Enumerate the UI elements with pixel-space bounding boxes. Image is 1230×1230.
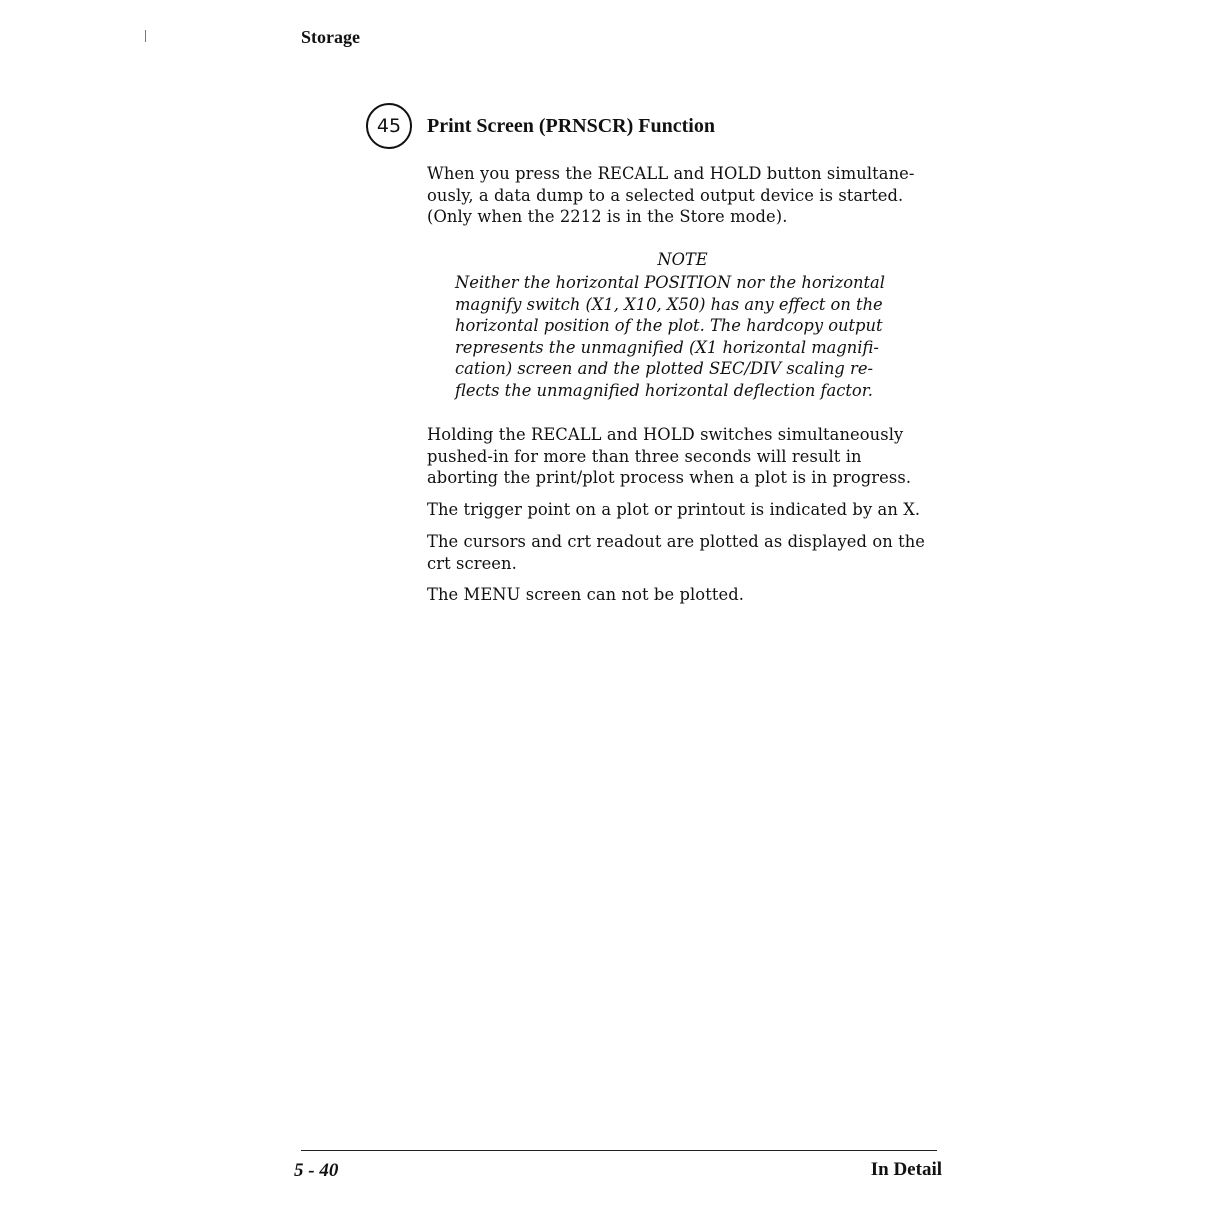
stray-mark <box>145 30 146 42</box>
page-number: 5 - 40 <box>294 1160 339 1181</box>
paragraph-cursors: The cursors and crt readout are plotted as displayed on the crt screen. <box>427 532 926 573</box>
footer-divider <box>301 1150 937 1151</box>
running-head: Storage <box>301 27 360 47</box>
note-heading: NOTE <box>657 250 708 269</box>
section-number: 45 <box>376 115 402 137</box>
section-number-badge <box>366 103 412 149</box>
paragraph-intro: When you press the RECALL and HOLD button simultane- ously, a data dump to a selected output device is started. (Only when the 2212 is in the Store mode). <box>427 164 915 227</box>
note-text: Neither the horizontal POSITION nor the horizontal magnify switch (X1, X10, X50) has any effect on the horizontal position of the plot. The hardcopy output represents the unmagnified (X1 horizontal magnifi- cation) screen and the plotted SEC/DIV scaling re- flects the unmagnified horizontal deflection factor. <box>455 273 885 400</box>
paragraph-menu: The MENU screen can not be plotted. <box>427 585 745 604</box>
section-title: Print Screen (PRNSCR) Function <box>427 115 715 137</box>
paragraph-trigger-point: The trigger point on a plot or printout is indicated by an X. <box>427 500 921 519</box>
paragraph-abort: Holding the RECALL and HOLD switches simultaneously pushed-in for more than three seconds will result in aborting the print/plot process when a plot is in progress. <box>427 425 912 488</box>
footer-section-name: In Detail <box>870 1159 942 1180</box>
